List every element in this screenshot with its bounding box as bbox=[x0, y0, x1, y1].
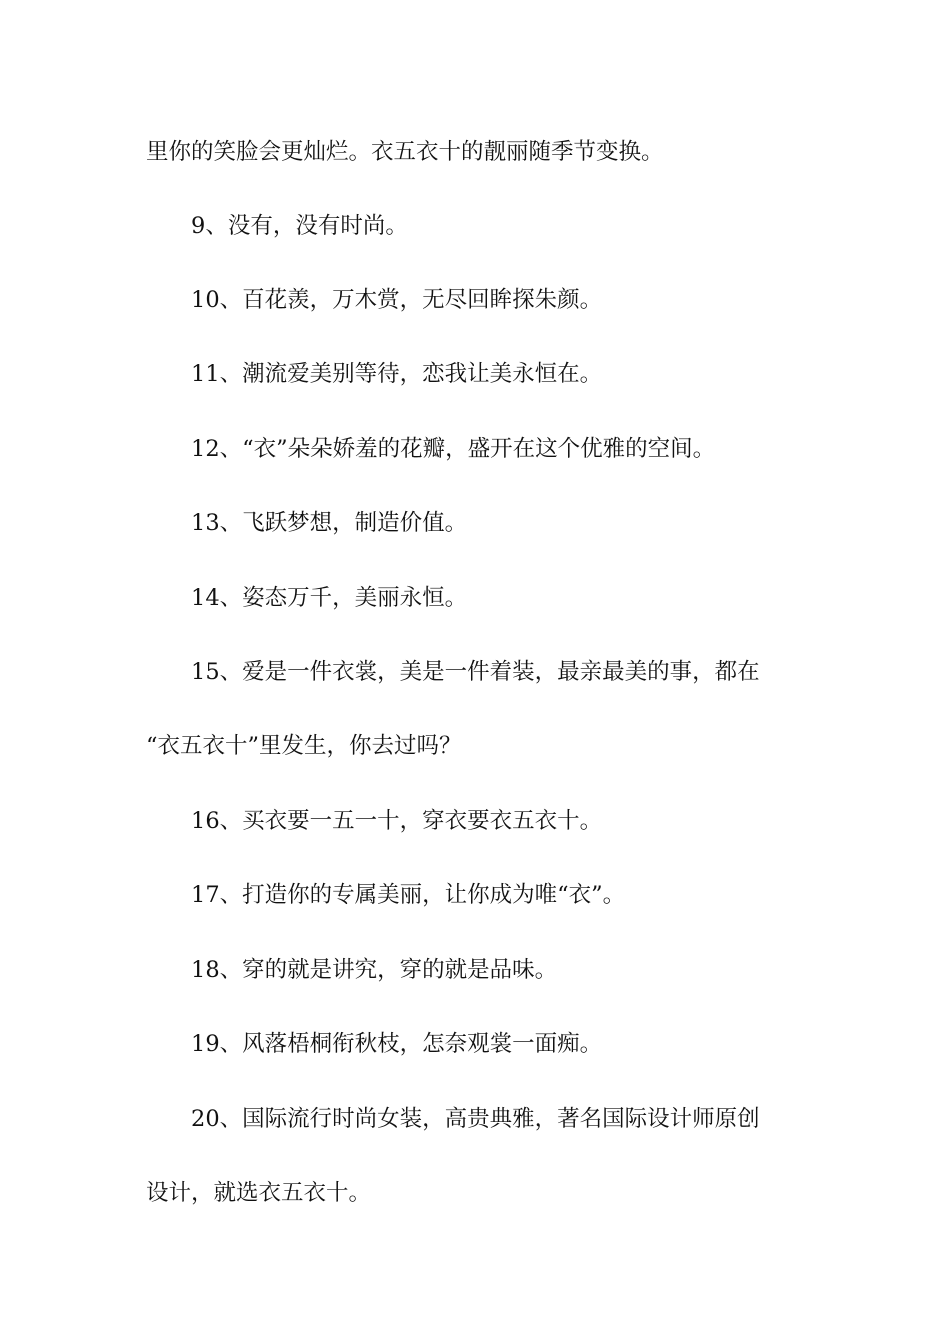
text-line-item-19: 19、风落梧桐衔秋枝，怎奈观裳一面痴。 bbox=[191, 1031, 603, 1057]
text-line-item-11: 11、潮流爱美别等待，恋我让美永恒在。 bbox=[191, 361, 603, 387]
text-line-item-17: 17、打造你的专属美丽，让你成为唯“衣”。 bbox=[191, 882, 626, 908]
text-line-item-15-continuation: “衣五衣十”里发生，你去过吗？ bbox=[146, 733, 462, 759]
text-line-item-14: 14、姿态万千，美丽永恒。 bbox=[191, 585, 468, 611]
text-line-item-15: 15、爱是一件衣裳，美是一件着装，最亲最美的事，都在 bbox=[191, 659, 760, 685]
text-line-continuation: 里你的笑脸会更灿烂。衣五衣十的靓丽随季节变换。 bbox=[146, 139, 664, 165]
text-line-item-16: 16、买衣要一五一十，穿衣要衣五衣十。 bbox=[191, 808, 603, 834]
text-line-item-18: 18、穿的就是讲究，穿的就是品味。 bbox=[191, 957, 558, 983]
text-line-item-10: 10、百花羡，万木赏，无尽回眸探朱颜。 bbox=[191, 287, 603, 313]
text-line-item-20-continuation: 设计，就选衣五衣十。 bbox=[146, 1180, 372, 1206]
text-line-item-13: 13、飞跃梦想，制造价值。 bbox=[191, 510, 468, 536]
text-line-item-12: 12、“衣”朵朵娇羞的花瓣，盛开在这个优雅的空间。 bbox=[191, 436, 716, 462]
text-line-item-9: 9、没有，没有时尚。 bbox=[191, 213, 408, 239]
text-line-item-20: 20、国际流行时尚女装，高贵典雅，著名国际设计师原创 bbox=[191, 1106, 760, 1132]
